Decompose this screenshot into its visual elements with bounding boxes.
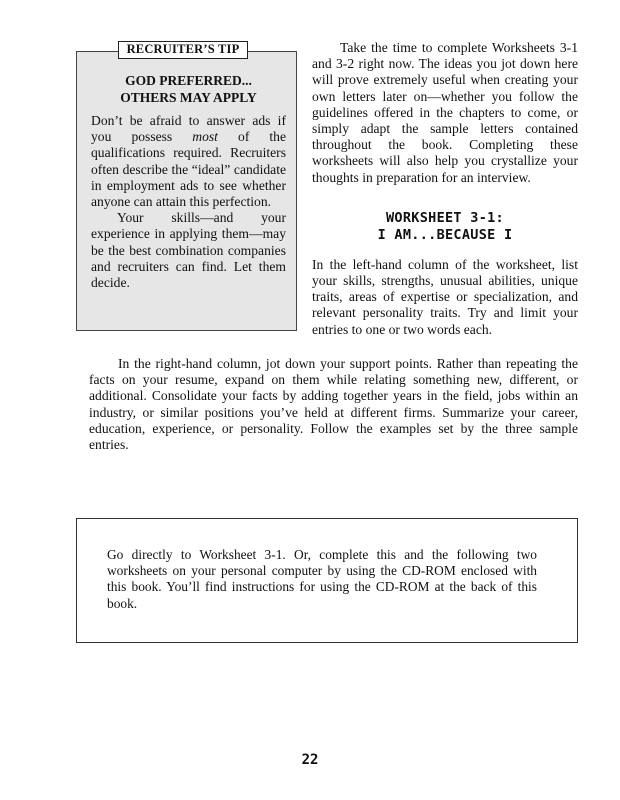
tip-paragraph-1-end: of the qualifications required. Recruiters often describe the “ideal” candidate in employment ads to see whether anyone can attain this perfection. xyxy=(91,129,286,210)
tip-paragraph-1 xyxy=(91,113,286,210)
recruiters-tip-label: RECRUITER’S TIP xyxy=(118,41,248,59)
cd-rom-note-text: Go directly to Worksheet 3-1. Or, complete this and the following two worksheets on your personal computer by using the CD-ROM enclosed with this book. You’ll find instructions for using the CD-ROM at the back of this book. xyxy=(107,547,537,611)
full-width-section xyxy=(89,356,578,453)
tip-heading-line1: GOD PREFERRED... xyxy=(125,73,252,88)
tip-paragraph-1-emphasis: most xyxy=(192,129,218,145)
tip-heading-line2: OTHERS MAY APPLY xyxy=(120,90,257,105)
intro-paragraph: Take the time to complete Worksheets 3-1 and 3-2 right now. The ideas you jot down here will prove extremely useful when creating your own letters later on—whether you follow the guidelines offered in the chapters to come, or simply adapt the sample letters contained throughout the book. Completing these worksheets will also help you crystallize your thoughts in preparation for an interview. xyxy=(312,40,578,185)
tip-paragraph-1-start: Don’t be afraid to answer ads if you possess xyxy=(91,113,286,145)
tip-paragraph-2: Your skills—and your experience in applying them—may be the best combination companies and recruiters can find. Let them decide. xyxy=(91,210,286,291)
cd-rom-note-box xyxy=(76,518,578,643)
tip-heading xyxy=(91,72,286,106)
page-number: 22 xyxy=(301,752,319,768)
recruiters-tip-box xyxy=(76,51,297,331)
worksheet-title xyxy=(312,210,578,244)
left-hand-column-paragraph: In the left-hand column of the worksheet, list your skills, strengths, unusual abilities, unique traits, areas of expertise or specialization, and relevant personality traits. Try and limit your entries to one or two words each. xyxy=(312,256,578,337)
worksheet-title-line2: I AM...BECAUSE I xyxy=(377,226,513,243)
right-hand-column-paragraph: In the right-hand column, jot down your support points. Rather than repeating the facts on your resume, expand on them while relating something new, different, or additional. Consolidate your facts by adding together years in the field, jobs within an industry, or similar positions you’ve held at different firms. Summarize your career, education, experience, or personality. Follow the examples set by the three sample entries. xyxy=(89,356,578,453)
worksheet-title-line1: WORKSHEET 3-1: xyxy=(386,209,504,226)
right-column xyxy=(312,40,578,338)
